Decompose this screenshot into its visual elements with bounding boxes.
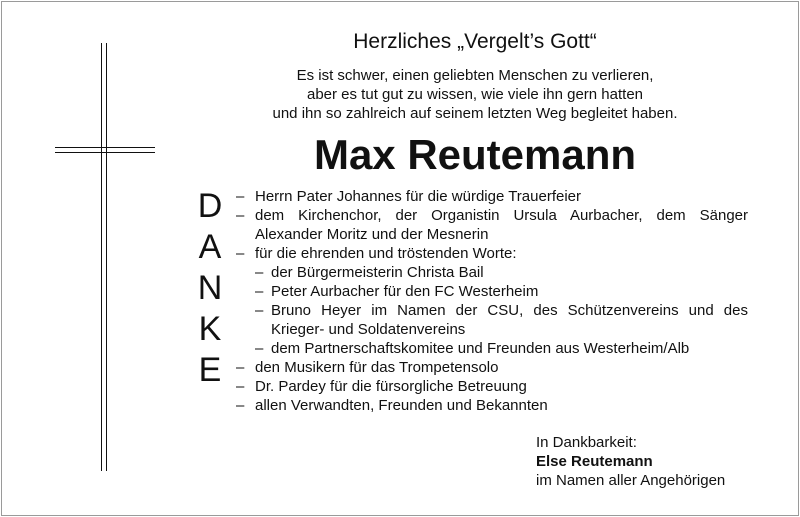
dash-bullet: –: [255, 302, 264, 319]
signature-on-behalf: im Namen aller Angehörigen: [536, 472, 726, 489]
heading: Herzliches „Vergelt’s Gott“: [353, 30, 597, 53]
thanks-list: [236, 187, 748, 415]
danke-letter: D: [197, 187, 223, 225]
intro-line: und ihn so zahlreich auf seinem letzten Weg begleitet haben.: [272, 105, 678, 122]
dash-bullet: –: [255, 340, 264, 357]
thanks-text: für die ehrenden und tröstenden Worte:: [255, 245, 517, 262]
intro-text: [200, 66, 750, 123]
thanks-item: [236, 377, 748, 396]
dash-bullet: –: [236, 359, 245, 376]
dash-bullet: –: [236, 207, 245, 224]
thanks-subitem: [236, 282, 748, 301]
thanks-text: der Bürgermeisterin Christa Bail: [271, 264, 484, 281]
deceased-name: Max Reutemann: [313, 131, 637, 178]
thanks-item: [236, 244, 748, 263]
thanks-text: Peter Aurbacher für den FC Westerheim: [271, 283, 539, 300]
danke-vertical-word: [195, 186, 225, 391]
dash-bullet: –: [255, 264, 264, 281]
cross-horizontal-line: [55, 147, 155, 148]
intro-line: Es ist schwer, einen geliebten Menschen zu verlieren,: [296, 67, 654, 84]
dash-bullet: –: [236, 378, 245, 395]
thanks-text: Dr. Pardey für die fürsorgliche Betreuung: [255, 378, 527, 395]
dash-bullet: –: [236, 188, 245, 205]
cross-horizontal-line: [55, 152, 155, 153]
dash-bullet: –: [236, 397, 245, 414]
danke-letter: A: [198, 228, 222, 266]
dash-bullet: –: [255, 283, 264, 300]
thanks-item: [236, 358, 748, 377]
thanks-subitem: [236, 263, 748, 282]
thanks-text: Bruno Heyer im Namen der CSU, des Schützenvereins und des Krieger- und Soldatenvereins: [271, 302, 748, 338]
thanks-text: Herrn Pater Johannes für die würdige Trauerfeier: [255, 188, 582, 205]
signer-name: Else Reutemann: [536, 453, 653, 470]
danke-letter: N: [197, 269, 223, 307]
cross-vertical-line: [101, 43, 102, 471]
dash-bullet: –: [236, 245, 245, 262]
thanks-subitem: [236, 301, 748, 339]
intro-line: aber es tut gut zu wissen, wie viele ihn gern hatten: [306, 86, 644, 103]
danke-letter: E: [198, 351, 222, 389]
danke-letter: K: [198, 310, 222, 348]
cross-vertical-line: [106, 43, 107, 471]
thanks-text: dem Partnerschaftskomitee und Freunden aus Westerheim/Alb: [271, 340, 690, 357]
thanks-text: den Musikern für das Trompetensolo: [255, 359, 499, 376]
thanks-item: [236, 206, 748, 244]
thanks-text: allen Verwandten, Freunden und Bekannten: [255, 397, 548, 414]
signature-block: [536, 433, 725, 490]
thanks-subitem: [236, 339, 748, 358]
signature-closing: In Dankbarkeit:: [536, 434, 637, 451]
thanks-item: [236, 187, 748, 206]
thanks-text: dem Kirchenchor, der Organistin Ursula Aurbacher, dem Sänger Alexander Moritz und der Mesnerin: [255, 207, 748, 243]
thanks-item: [236, 396, 748, 415]
